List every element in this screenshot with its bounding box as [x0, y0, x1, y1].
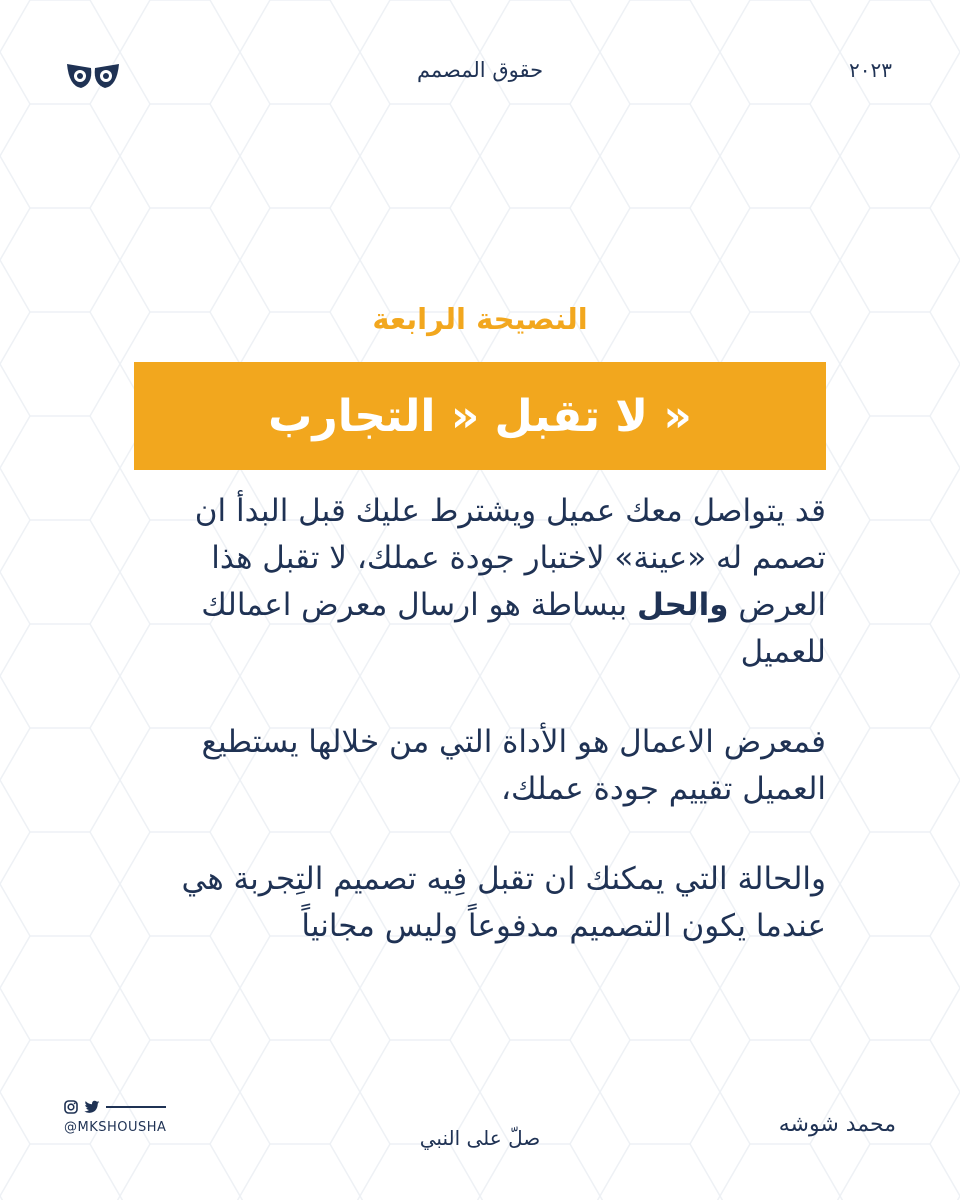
headline-text: لا تقبل « التجارب »: [268, 390, 692, 442]
paragraph-1-part-1: قد يتواصل معك عميل ويشترط عليك قبل البدأ ان تصمم له «عينة» لاختبار جودة عملك، لا تقبل هذا العرض: [194, 493, 826, 623]
paragraph-1-part-2: ببساطة هو ارسال معرض اعمالك للعميل: [201, 587, 826, 670]
social-icons-row: [64, 1098, 184, 1116]
twitter-icon[interactable]: [84, 1100, 100, 1114]
owl-eyes-icon: [65, 60, 121, 92]
headline-banner: [134, 362, 826, 470]
body-text: [134, 488, 826, 993]
instagram-icon[interactable]: [64, 1100, 78, 1114]
paragraph-2: فمعرض الاعمال هو الأداة التي من خلالها يستطيع العميل تقييم جودة عملك،: [201, 724, 826, 807]
paragraph-3: والحالة التي يمكنك ان تقبل فِيه تصميم التِجربة هي عندما يكون التصميم مدفوعاً وليس مجانياً: [181, 861, 826, 944]
tip-number-heading: النصيحة الرابعة: [372, 302, 588, 336]
author-name: محمد شوشه: [778, 1112, 896, 1137]
paragraph-1: [134, 488, 826, 676]
social-divider-line: [106, 1106, 166, 1108]
paragraph-1-bold: والحل: [637, 587, 729, 623]
header-title: حقوق المصمم: [416, 58, 544, 82]
header-year: ٢٠٢٣: [849, 58, 892, 82]
social-handle[interactable]: @MKSHOUSHA: [64, 1120, 167, 1135]
social-block: [64, 1098, 184, 1135]
footer-center-text: صلّ على النبي: [419, 1126, 541, 1150]
